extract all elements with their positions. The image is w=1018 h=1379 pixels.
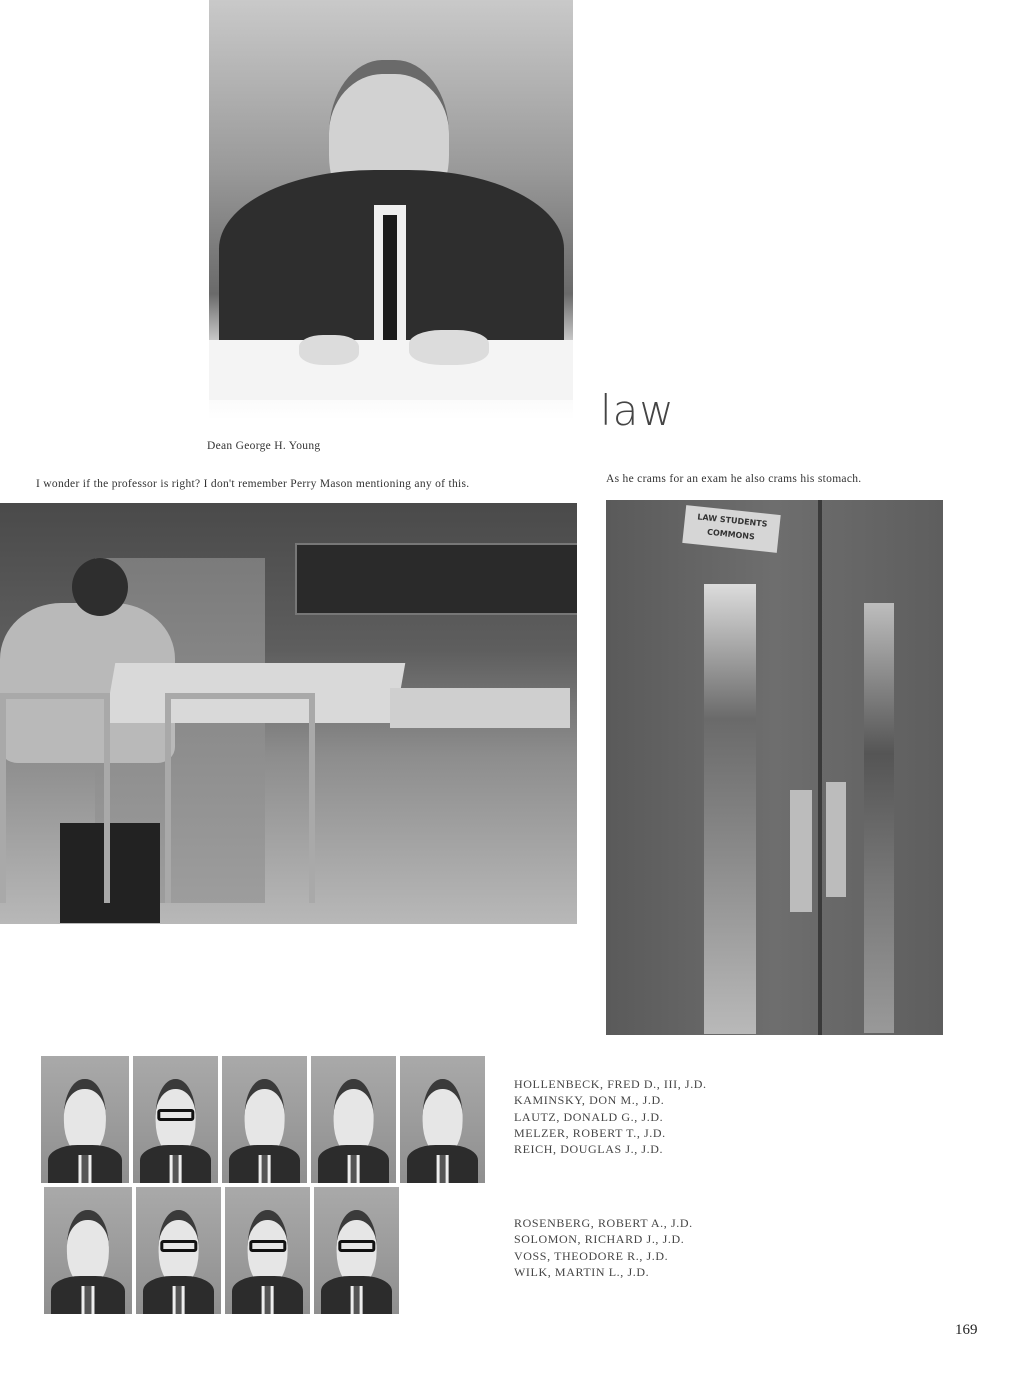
classroom-photo: [0, 503, 577, 924]
name-item: REICH, DOUGLAS J., J.D.: [514, 1142, 664, 1157]
portrait-voss: [225, 1187, 310, 1314]
page-number: 169: [955, 1322, 978, 1338]
portrait-hollenbeck: [41, 1056, 129, 1183]
portrait-melzer: [311, 1056, 396, 1183]
commons-photo: [606, 500, 943, 1035]
name-item: LAUTZ, DONALD G., J.D.: [514, 1109, 664, 1124]
name-item: SOLOMON, RICHARD J., J.D.: [514, 1232, 685, 1247]
name-item: KAMINSKY, DON M., J.D.: [514, 1093, 665, 1108]
name-item: WILK, MARTIN L., J.D.: [514, 1264, 650, 1279]
dean-photo: [209, 0, 573, 420]
portrait-wilk: [314, 1187, 399, 1314]
name-item: ROSENBERG, ROBERT A., J.D.: [514, 1216, 693, 1230]
portrait-solomon: [136, 1187, 221, 1314]
commons-sign-line2: COMMONS: [706, 527, 756, 542]
name-item: VOSS, THEODORE R., J.D.: [514, 1248, 669, 1263]
name-list-group-1: [514, 1076, 707, 1157]
commons-sign-line1: LAW STUDENTS: [696, 512, 768, 529]
name-item: MELZER, ROBERT T., J.D.: [514, 1125, 666, 1140]
portrait-reich: [400, 1056, 485, 1183]
dean-caption: Dean George H. Young: [207, 440, 321, 452]
portrait-lautz: [222, 1056, 307, 1183]
portrait-kaminsky: [133, 1056, 218, 1183]
classroom-caption: I wonder if the professor is right? I don't remember Perry Mason mentioning any of this.: [36, 478, 470, 490]
portrait-rosenberg: [44, 1187, 132, 1314]
name-list-group-2: [514, 1215, 693, 1280]
section-title: law: [600, 386, 675, 435]
commons-caption: As he crams for an exam he also crams his stomach.: [606, 473, 862, 485]
commons-sign: [682, 505, 780, 553]
name-item: HOLLENBECK, FRED D., III, J.D.: [514, 1077, 707, 1091]
